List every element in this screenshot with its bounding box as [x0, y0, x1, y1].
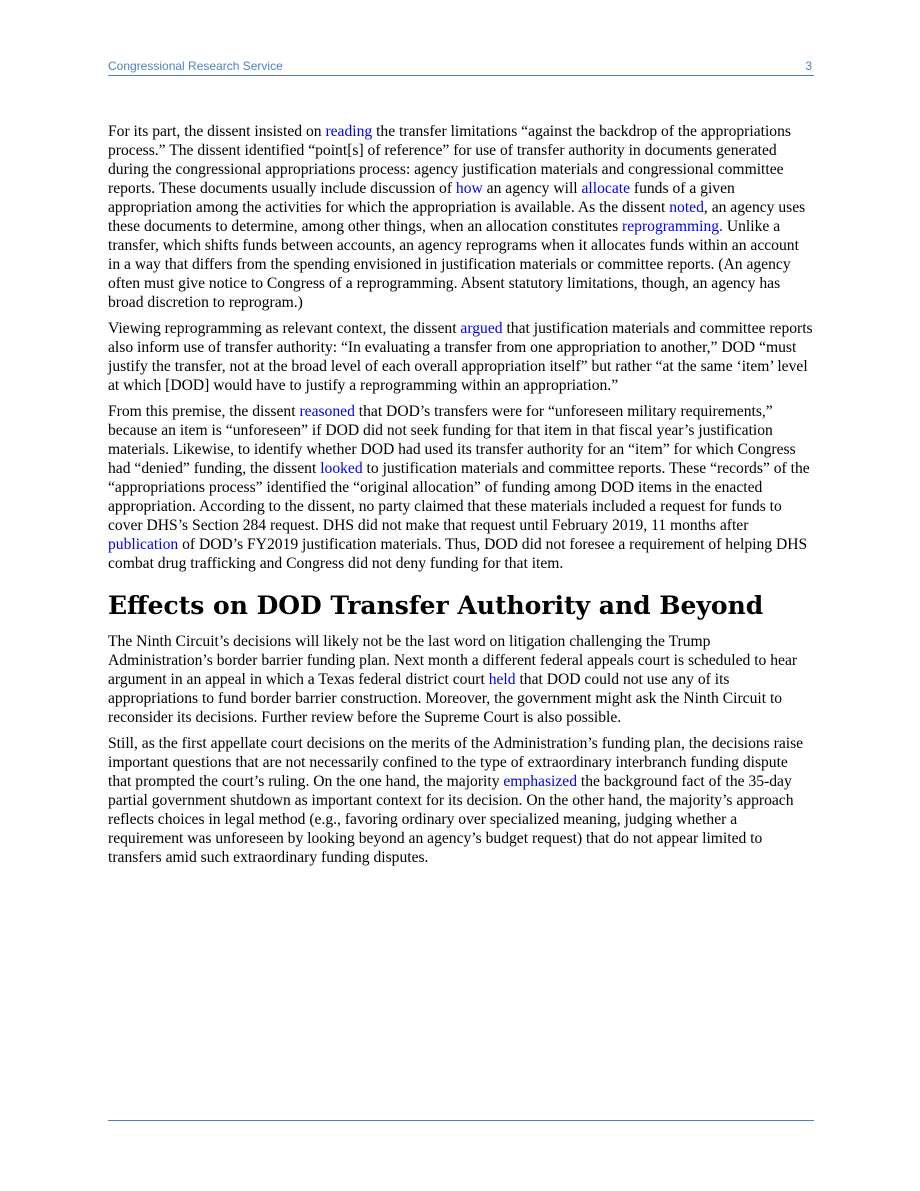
- page-header: [108, 58, 814, 76]
- text-run: , an agency uses these documents to determine, among other things, when an allocation constitutes: [108, 199, 806, 235]
- inline-link[interactable]: looked: [320, 460, 363, 477]
- inline-link[interactable]: held: [488, 671, 516, 688]
- text-run: that DOD could not use any of its appropriations to fund border barrier construction. Moreover, the government might ask the Ninth Circuit to reconsider its decisions. Further review before the Supreme Court is also possible.: [108, 671, 783, 726]
- text-run: Viewing reprogramming as relevant context, the dissent: [108, 320, 461, 337]
- text-run: For its part, the dissent insisted on: [108, 123, 326, 140]
- text-run: that justification materials and committee reports also inform use of transfer authority: “In evaluating a transfer from one appropriation to another,” DOD “must justify the transfer, not at the broad level of each overall appropriation itself” but rather “at the same ‘item’ level at which [DOD] would have to justify a reprogramming within an appropriation.”: [108, 320, 813, 394]
- paragraph: [108, 319, 814, 395]
- inline-link[interactable]: emphasized: [503, 773, 577, 790]
- paragraph: [108, 122, 814, 312]
- inline-link[interactable]: how: [455, 180, 483, 197]
- footer-divider: [108, 1120, 814, 1121]
- section-heading: Effects on DOD Transfer Authority and Beyond: [108, 591, 764, 620]
- paragraph: [108, 402, 814, 573]
- inline-link[interactable]: publication: [108, 536, 179, 553]
- text-run: Unlike a transfer, which shifts funds between accounts, an agency reprograms when it allocates funds within an account in a way that differs from the spending envisioned in justification materials or committee reports. (An agency often must give notice to Congress of a reprogramming. Absent statutory limitations, though, an agency has broad discretion to reprogram.): [108, 218, 799, 311]
- text-run: the background fact of the 35-day partial government shutdown as important context for its decision. On the other hand, the majority’s approach reflects choices in legal method (e.g., favoring ordinary over specialized meaning, judging whether a requirement was unforeseen by looking beyond an agency’s budget request) that do not appear limited to transfers amid such extraordinary funding disputes.: [108, 773, 794, 866]
- document-body: [108, 122, 814, 874]
- text-run: From this premise, the dissent: [108, 403, 300, 420]
- page-number: 3: [805, 59, 812, 73]
- text-run: to justification materials and committee reports. These “records” of the “appropriations process” identified the “original allocation” of funding among DOD items in the enacted appropriation. According to the dissent, no party claimed that these materials included a request for funds to cover DHS’s Section 284 request. DHS did not make that request until February 2019, 11 months after: [108, 460, 810, 534]
- paragraph: [108, 632, 814, 727]
- inline-link[interactable]: noted: [669, 199, 704, 216]
- inline-link[interactable]: allocate: [581, 180, 630, 197]
- inline-link[interactable]: reprogramming.: [622, 218, 723, 235]
- inline-link[interactable]: argued: [460, 320, 503, 337]
- organization-name: Congressional Research Service: [108, 59, 283, 73]
- text-run: that DOD’s transfers were for “unforeseen military requirements,” because an item is “unforeseen” if DOD did not seek funding for that item in that fiscal year’s justification materials. Likewise, to identify whether DOD had used its transfer authority for an “item” for which Congress had “denied” funding, the dissent: [108, 403, 796, 477]
- text-run: the transfer limitations “against the backdrop of the appropriations process.” The dissent identified “point[s] of reference” for use of transfer authority in documents generated during the congressional appropriations process: agency justification materials and congressional committee reports. These documents usually include discussion of: [108, 123, 791, 197]
- paragraph: [108, 734, 814, 867]
- inline-link[interactable]: reasoned: [299, 403, 355, 420]
- text-run: funds of a given appropriation among the activities for which the appropriation is available. As the dissent: [108, 180, 735, 216]
- text-run: The Ninth Circuit’s decisions will likely not be the last word on litigation challenging the Trump Administration’s border barrier funding plan. Next month a different federal appeals court is scheduled to hear argument in an appeal in which a Texas federal district court: [108, 633, 798, 688]
- text-run: of DOD’s FY2019 justification materials. Thus, DOD did not foresee a requirement of helping DHS combat drug trafficking and Congress did not deny funding for that item.: [108, 536, 808, 572]
- text-run: an agency will: [482, 180, 582, 197]
- text-run: Still, as the first appellate court decisions on the merits of the Administration’s funding plan, the decisions raise important questions that are not necessarily confined to the type of extraordinary interbranch funding dispute that prompted the court’s ruling. On the one hand, the majority: [108, 735, 804, 790]
- inline-link[interactable]: reading: [325, 123, 373, 140]
